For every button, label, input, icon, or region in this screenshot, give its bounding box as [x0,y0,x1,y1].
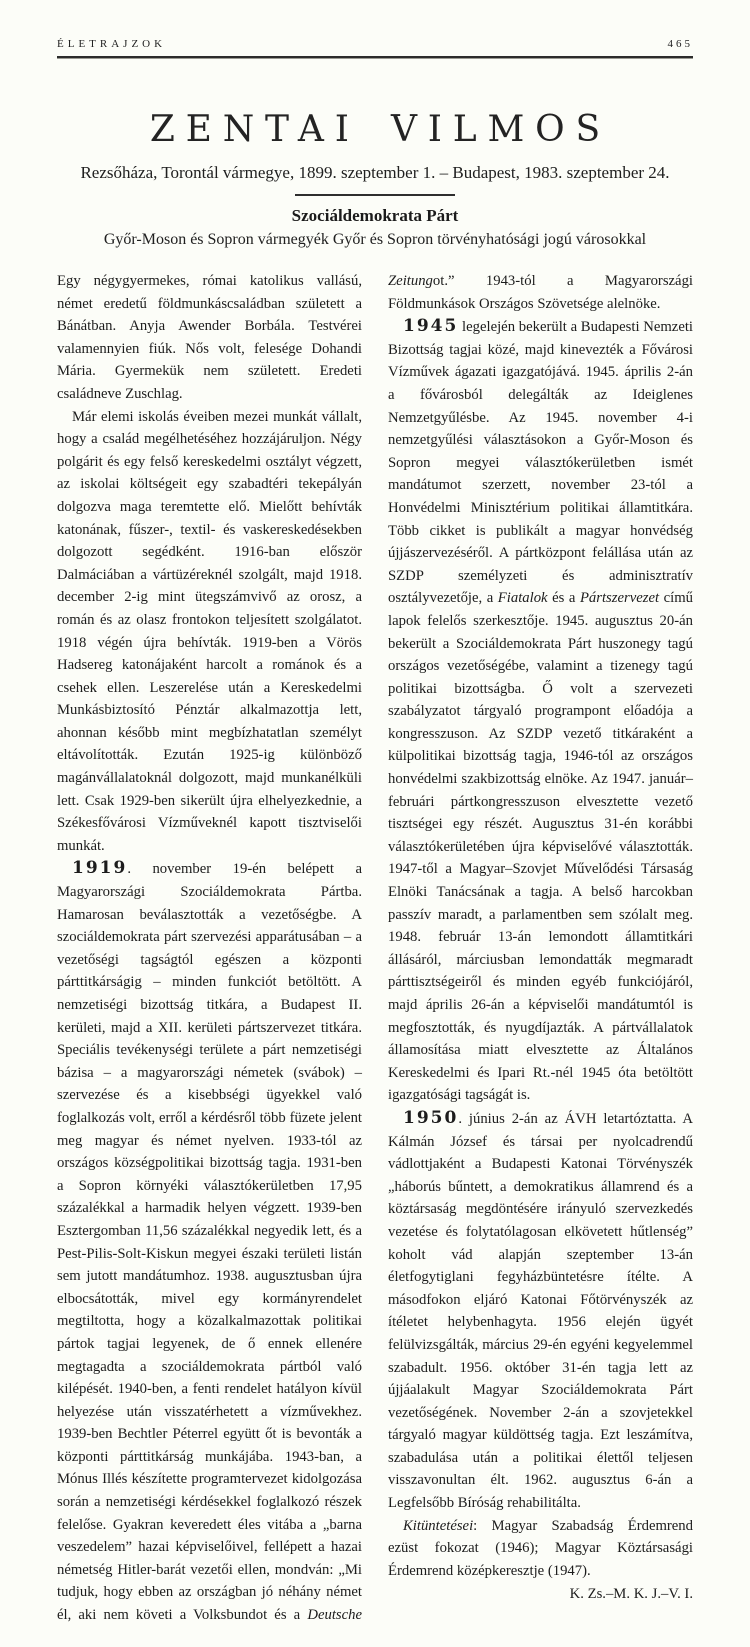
biography-text [57,270,693,1627]
separator-rule [295,194,455,196]
italic-run-newspaper: Deutsche Zeitung [307,273,433,1624]
text-run: . november 19-én belépett a Magyarországi Szociáldemokrata Pártba. Hamarosan beválasztották a vezetőségbe. A szociáldemokrata párt szervezési apparátusában – a vezetőségi tagságtól egészen a központi párttitkárságig – minden funkciót betöltött. A nemzetiségi bizottság titkára, a Budapest II. kerületi, majd a XII. kerületi pártszervezet titkára. Speciális tevékenységi területe a párt nemzetiségi bázisa – a magyarországi németek (svábok) – szervezése és a kisebbségi ügyekkel való foglalkozás volt, erről a kérdésről több füzete jelent meg magyar és német nyelven. 1933-tól az országos községpolitikai bizottság tagja. 1931-ben a Sopron környéki választókerületben 17,95 százalékkal a harmadik helyen végzett. 1939-ben Esztergomban 11,56 százalékkal negyedik lett, és a Pest-Pilis-Solt-Kiskun megyei északi területi listán sem jutott mandátumhoz. 1938. augusztusban újra elbocsátották, mivel egy kormányrendelet megtiltotta, hogy a közalkalmazottak politikai pártok tagjai legyenek, de ő ennek ellenére megtagadta a szociáldemokrata pártból való kilépését. 1940-ben, a fenti rendelet hatályon kívül helyezése után visszatérhetett a vízművekhez. 1939-ben Bechtler Péterrel együtt őt is bevonták a központi párttitkárság munkájába. 1943-ban, a Mónus Illés készítette programtervezet kidolgozása során a nemzetiségi kérdésekkel foglalkozó részek felelőse. Gyakran keveredett éles vitába a „barna veszedelem” hazai képviselőivel, fellépett a hazai németség Hitler-barát vezetői ellen, mondván: „Mi tudjuk, hogy ebben az országban jó néhány német él, aki nem követi a Volksbundot és a [57,861,362,1624]
author-initials: K. Zs.–M. K. J.–V. I. [569,1586,693,1603]
text-run: ot.” 1943-tól a Magyarországi Földmunkások Országos Szövetsége alelnöke. [388,273,693,312]
paragraph-1945 [388,315,693,1107]
header-rule [57,56,693,59]
text-run: című lapok felelős szerkesztője. 1945. augusztus 20-án bekerült a Szociáldemokrata Párt huszonegy tagú országos vezetőségébe, valamint a tizenegy tagú politikai bizottságba. Ő volt a szervezeti szabályzatot tárgyaló programpont előadója a kongresszuson. Az SZDP vezető titkáraként a külpolitikai bizottság tagja, 1946-tól az országos honvédelmi szakbizottság elnöke. Az 1947. január–februári pártkongresszuson elvesztette vezető tisztségei egy részét. Augusztus 31-én korábbi választókerületében újra képviselővé választották. 1947-től a Magyar–Szovjet Művelődési Társaság Elnöki Tanácsának a tagja. A belső harcokban passzív maradt, a parlamentben sem szólalt meg. 1948. február 13-án lemondott államtitkári állásáról, márciusban lemondatták megmaradt párttisztségeiről és minden egyéb funkciójáról, majd április 26-án a képviselői mandátumtól is megfosztották, és nyugdíjazták. A pártvállalatok államosítása miatt elvesztette az Általános Kereskedelmi és Ipari Rt.-nél 1945 óta betöltött igazgatósági tagságát is. [388,590,693,1104]
text-run: . június 2-án az ÁVH letartóztatta. A Kálmán József és társai per nyolcadrendű vádlottjaként a Budapesti Katonai Törvényszék „háborús bűntett, a demokratikus államrend és a köztársaság megdöntésére irányuló szervezkedés vezetése és folytatólagosan elkövetett hűtlenség” koholt vád alapján szeptember 13-án életfogytiglani fegyházbüntetésre ítélte. A másodfokon eljáró Katonai Főtörvényszék az ítéletet helybenhagyta. 1956 elején ügyét felülvizsgálták, március 29-én egyéni kegyelemmel szabadult. 1956. október 31-én tagja lett az újjáalakult Magyar Szociáldemokrata Párt vezetőségének. November 2-án a szovjetekkel tárgyaló magyar küldöttség tagja. Ezt leszámítva, szabadulása után a politikai élettől teljesen visszavonultan élt. 1962. augusztus 6-án a Legfelsőbb Bíróság rehabilitálta. [388,1110,693,1512]
year-heading-1945: 1945 [403,316,459,337]
party-affiliation: Szociáldemokrata Párt [291,206,459,225]
text-run: : Magyar Szabadság Érdemrend ezüst fokozat (1946); Magyar Köztársasági Érdemrend középkeresztje (1947). [388,1517,693,1579]
person-name: ZENTAI VILMOS [149,109,611,150]
text-run: és a [547,590,580,607]
paragraph-origin: Egy négygyermekes, római katolikus vallású, német eredetű földmunkáscsaládban született a Bánátban. Anyja Awender Borbála. Testvérei valamennyien fiúk. Nős volt, felesége Dohandi Mária. Gyermekük nem született. Eredeti családneve Zuschlag. [57,273,362,402]
year-heading-1919: 1919 [72,858,128,879]
running-header [57,38,693,50]
year-heading-1950: 1950 [403,1107,459,1128]
birth-death-line: Rezsőháza, Torontál vármegye, 1899. szeptember 1. – Budapest, 1983. szeptember 24. [80,163,670,182]
paragraph-early-life: Már elemi iskolás éveiben mezei munkát vállalt, hogy a család megélhetéséhez hozzájáruljon. Négy polgárit és egy felső kereskedelmi osztályt végzett, az iskolai költségeit egy szabadtéri tekepályán dolgozva maga teremtette elő. Mielőtt behívták katonának, fűszer-, textil- és vaskereskedésekben dolgozott segédként. 1916-ban először Dalmáciában a vártüzéreknél szolgált, majd 1918. december 2-ig mint ütegszámvivő az orosz, a román és az olasz frontokon teljesített szolgálatot. 1918 végén újra behívták. 1919-ben a Vörös Hadsereg katonájaként harcolt a románok és a csehek ellen. Leszerelése után a Kereskedelmi Munkásbiztosító Pénztár alkalmazottja lett, ahonnan később mint megbízhatatlan személyt eltávolították. Ezután 1925-ig különböző magánvállalatoknál dolgozott, majd munkanélküli lett. Csak 1929-ben sikerült újra elhelyezkednie, a Székesfővárosi Vízműveknél kapott tisztviselői munkát. [57,408,362,854]
italic-run-journal-fiatalok: Fiatalok [497,590,548,607]
paragraph-1950 [388,1107,693,1515]
section-title: ÉLETRAJZOK [57,38,167,50]
text-run: legelején bekerült a Budapesti Nemzeti Bizottság tagjai közé, majd kinevezték a Fővárosi Vízművek ágazati igazgatójává. 1945. április 2-án a fővárosból delegálták az Ideiglenes Nemzetgyűlésbe. Az 1945. november 4-i nemzetgyűlési választásokon a Győr-Moson és Sopron megyei választókerületben ismét mandátumot szerzett, november 23-tól a Honvédelmi Minisztérium politikai államtitkára. Több cikket is publikált a magyar honvédség újjászervezéséről. A pártközpont felállása után az SZDP személyzeti és adminisztratív osztályvezetője, a [388,319,693,607]
title-block [57,109,693,249]
page-number: 465 [667,38,693,50]
italic-run-awards-label: Kitüntetései [403,1517,474,1534]
italic-run-journal-partszervezet: Pártszervezet [579,590,660,607]
constituency-line: Győr-Moson és Sopron vármegyék Győr és Sopron törvényhatósági jogú városokkal [103,231,647,248]
paragraph-awards [388,1515,693,1583]
